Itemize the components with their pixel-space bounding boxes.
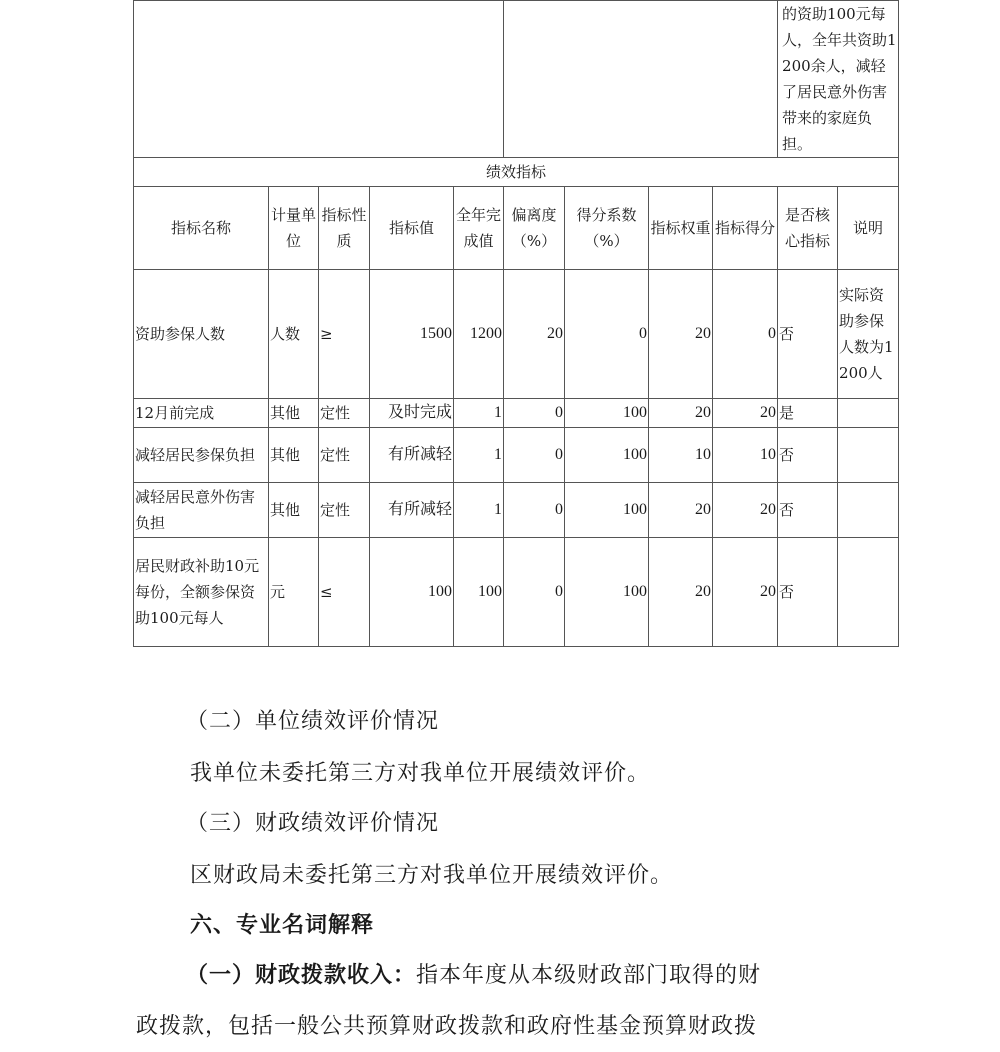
cell-nature: 定性 — [319, 483, 370, 538]
cell-target: 1500 — [370, 270, 454, 399]
cell-score: 20 — [713, 483, 778, 538]
cell-target: 100 — [370, 538, 454, 647]
header-unit: 计量单位 — [269, 187, 319, 270]
table-top-row — [134, 1, 899, 158]
glossary-term: （一）财政拨款收入： — [186, 963, 417, 988]
cell-core: 否 — [778, 538, 838, 647]
cell-name: 减轻居民意外伤害负担 — [134, 483, 269, 538]
cell-nature: 定性 — [319, 428, 370, 483]
header-target: 指标值 — [370, 187, 454, 270]
section-title: 绩效指标 — [134, 158, 899, 187]
header-score: 指标得分 — [713, 187, 778, 270]
glossary-heading: 六、专业名词解释 — [190, 913, 375, 938]
glossary-definition-line2: 政拨款，包括一般公共预算财政拨款和政府性基金预算财政拨 — [136, 1014, 758, 1039]
cell-nature: ≤ — [319, 538, 370, 647]
cell-name: 12月前完成 — [134, 399, 269, 428]
cell-note — [838, 399, 899, 428]
cell-unit: 其他 — [269, 483, 319, 538]
header-indicator-name: 指标名称 — [134, 187, 269, 270]
top-cell-2 — [504, 1, 778, 158]
table-row — [134, 399, 899, 428]
cell-core: 否 — [778, 270, 838, 399]
cell-unit: 其他 — [269, 399, 319, 428]
cell-deviation: 0 — [504, 538, 565, 647]
cell-unit: 人数 — [269, 270, 319, 399]
cell-actual: 1 — [454, 399, 504, 428]
header-row — [134, 187, 899, 270]
header-nature: 指标性质 — [319, 187, 370, 270]
cell-target: 有所减轻 — [370, 428, 454, 483]
table-row — [134, 538, 899, 647]
performance-table — [133, 0, 899, 647]
cell-unit: 元 — [269, 538, 319, 647]
cell-note — [838, 483, 899, 538]
cell-weight: 20 — [649, 483, 713, 538]
cell-weight: 20 — [649, 270, 713, 399]
finance-eval-text: 区财政局未委托第三方对我单位开展绩效评价。 — [190, 863, 674, 888]
cell-coefficient: 100 — [565, 483, 649, 538]
cell-actual: 100 — [454, 538, 504, 647]
header-coefficient: 得分系数（%） — [565, 187, 649, 270]
cell-core: 否 — [778, 483, 838, 538]
header-weight: 指标权重 — [649, 187, 713, 270]
header-note: 说明 — [838, 187, 899, 270]
top-cell-description: 的资助100元每人，全年共资助1200余人，减轻了居民意外伤害带来的家庭负担。 — [778, 1, 899, 158]
cell-score: 0 — [713, 270, 778, 399]
table-row — [134, 483, 899, 538]
cell-target: 及时完成 — [370, 399, 454, 428]
cell-core: 否 — [778, 428, 838, 483]
cell-target: 有所减轻 — [370, 483, 454, 538]
cell-note: 实际资助参保人数为1200人 — [838, 270, 899, 399]
glossary-definition-line1: 指本年度从本级财政部门取得的财 — [416, 963, 762, 988]
cell-weight: 10 — [649, 428, 713, 483]
cell-unit: 其他 — [269, 428, 319, 483]
cell-coefficient: 100 — [565, 399, 649, 428]
cell-actual: 1 — [454, 428, 504, 483]
unit-eval-text: 我单位未委托第三方对我单位开展绩效评价。 — [190, 761, 651, 786]
cell-weight: 20 — [649, 538, 713, 647]
cell-score: 10 — [713, 428, 778, 483]
cell-name: 减轻居民参保负担 — [134, 428, 269, 483]
cell-weight: 20 — [649, 399, 713, 428]
cell-name: 居民财政补助10元每份，全额参保资助100元每人 — [134, 538, 269, 647]
cell-name: 资助参保人数 — [134, 270, 269, 399]
header-core: 是否核心指标 — [778, 187, 838, 270]
cell-score: 20 — [713, 538, 778, 647]
cell-core: 是 — [778, 399, 838, 428]
header-actual: 全年完成值 — [454, 187, 504, 270]
unit-eval-heading: （二）单位绩效评价情况 — [186, 709, 440, 734]
cell-nature: 定性 — [319, 399, 370, 428]
finance-eval-heading: （三）财政绩效评价情况 — [186, 811, 440, 836]
cell-note — [838, 538, 899, 647]
cell-coefficient: 100 — [565, 428, 649, 483]
glossary-item-1 — [186, 961, 761, 991]
cell-actual: 1 — [454, 483, 504, 538]
top-cell-1 — [134, 1, 504, 158]
cell-actual: 1200 — [454, 270, 504, 399]
section-title-row — [134, 158, 899, 187]
header-deviation: 偏离度（%） — [504, 187, 565, 270]
cell-nature: ≥ — [319, 270, 370, 399]
cell-coefficient: 100 — [565, 538, 649, 647]
table-row — [134, 428, 899, 483]
cell-deviation: 0 — [504, 483, 565, 538]
cell-note — [838, 428, 899, 483]
table-row — [134, 270, 899, 399]
cell-deviation: 0 — [504, 399, 565, 428]
cell-deviation: 0 — [504, 428, 565, 483]
cell-coefficient: 0 — [565, 270, 649, 399]
cell-deviation: 20 — [504, 270, 565, 399]
cell-score: 20 — [713, 399, 778, 428]
